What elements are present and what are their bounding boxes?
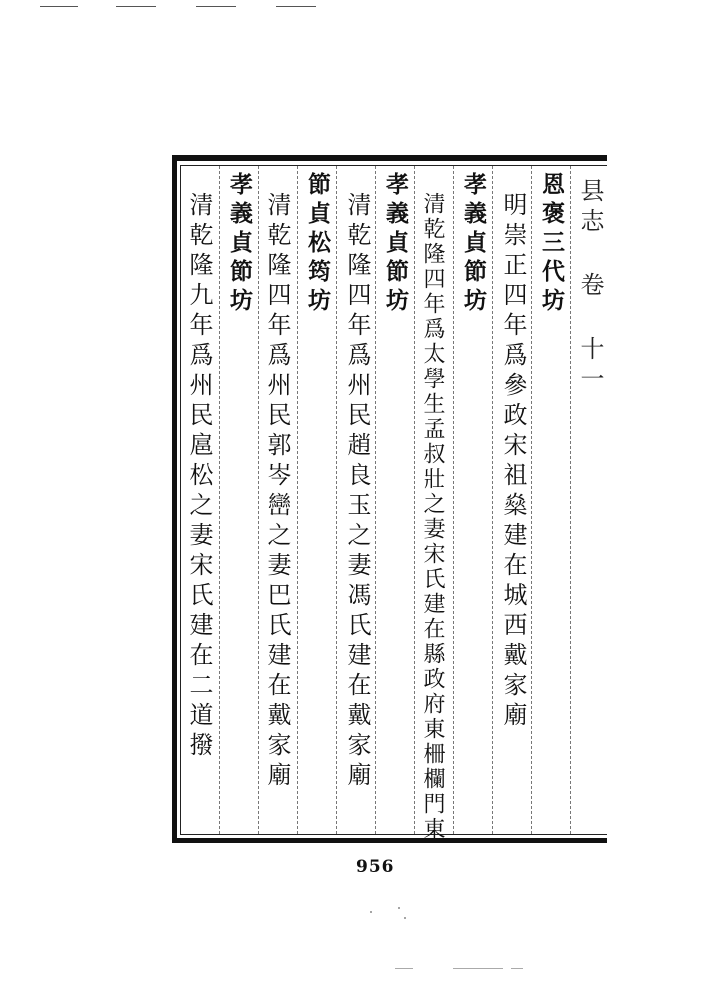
arch-title: 孝義貞節坊	[460, 172, 487, 317]
column-divider	[297, 166, 298, 834]
scan-specks	[360, 905, 420, 925]
column-divider	[258, 166, 259, 834]
scan-speck	[370, 911, 372, 913]
arch-description: 清乾隆四年爲太學生孟叔壯之妻宋氏建在縣政府東柵欄門東	[420, 192, 445, 842]
column-divider	[453, 166, 454, 834]
header-fragment-text: 县志 卷 十一	[576, 178, 604, 396]
arch-title: 孝義貞節坊	[382, 172, 409, 317]
top-rule	[196, 6, 236, 7]
bottom-scan-marks	[395, 968, 535, 971]
header-fragment	[575, 170, 605, 770]
arch-title: 恩褒三代坊	[538, 172, 565, 317]
page-number: 956	[356, 857, 395, 877]
scan-speck	[404, 917, 406, 919]
arch-title: 節貞松筠坊	[304, 172, 331, 317]
arch-description: 清乾隆四年爲州民趙良玉之妻馮氏建在戴家廟	[343, 192, 371, 792]
arch-description: 清乾隆九年爲州民扈松之妻宋氏建在二道撥	[185, 192, 213, 762]
column-divider	[492, 166, 493, 834]
arch-description: 明崇正四年爲參政宋祖燊建在城西戴家廟	[499, 192, 527, 732]
top-rule	[40, 6, 78, 7]
column-divider	[414, 166, 415, 834]
top-rule	[116, 6, 156, 7]
scan-mark	[395, 968, 413, 969]
column-divider	[531, 166, 532, 834]
column-divider	[336, 166, 337, 834]
scan-mark	[511, 968, 523, 969]
scan-speck	[398, 907, 400, 909]
arch-title: 孝義貞節坊	[226, 172, 253, 317]
top-rule	[276, 6, 316, 7]
scan-mark	[453, 968, 503, 969]
column-divider	[219, 166, 220, 834]
arch-description: 清乾隆四年爲州民郭岑巒之妻巴氏建在戴家廟	[263, 192, 291, 792]
top-rule-lines	[40, 6, 320, 10]
column-divider	[375, 166, 376, 834]
column-divider	[570, 166, 571, 834]
